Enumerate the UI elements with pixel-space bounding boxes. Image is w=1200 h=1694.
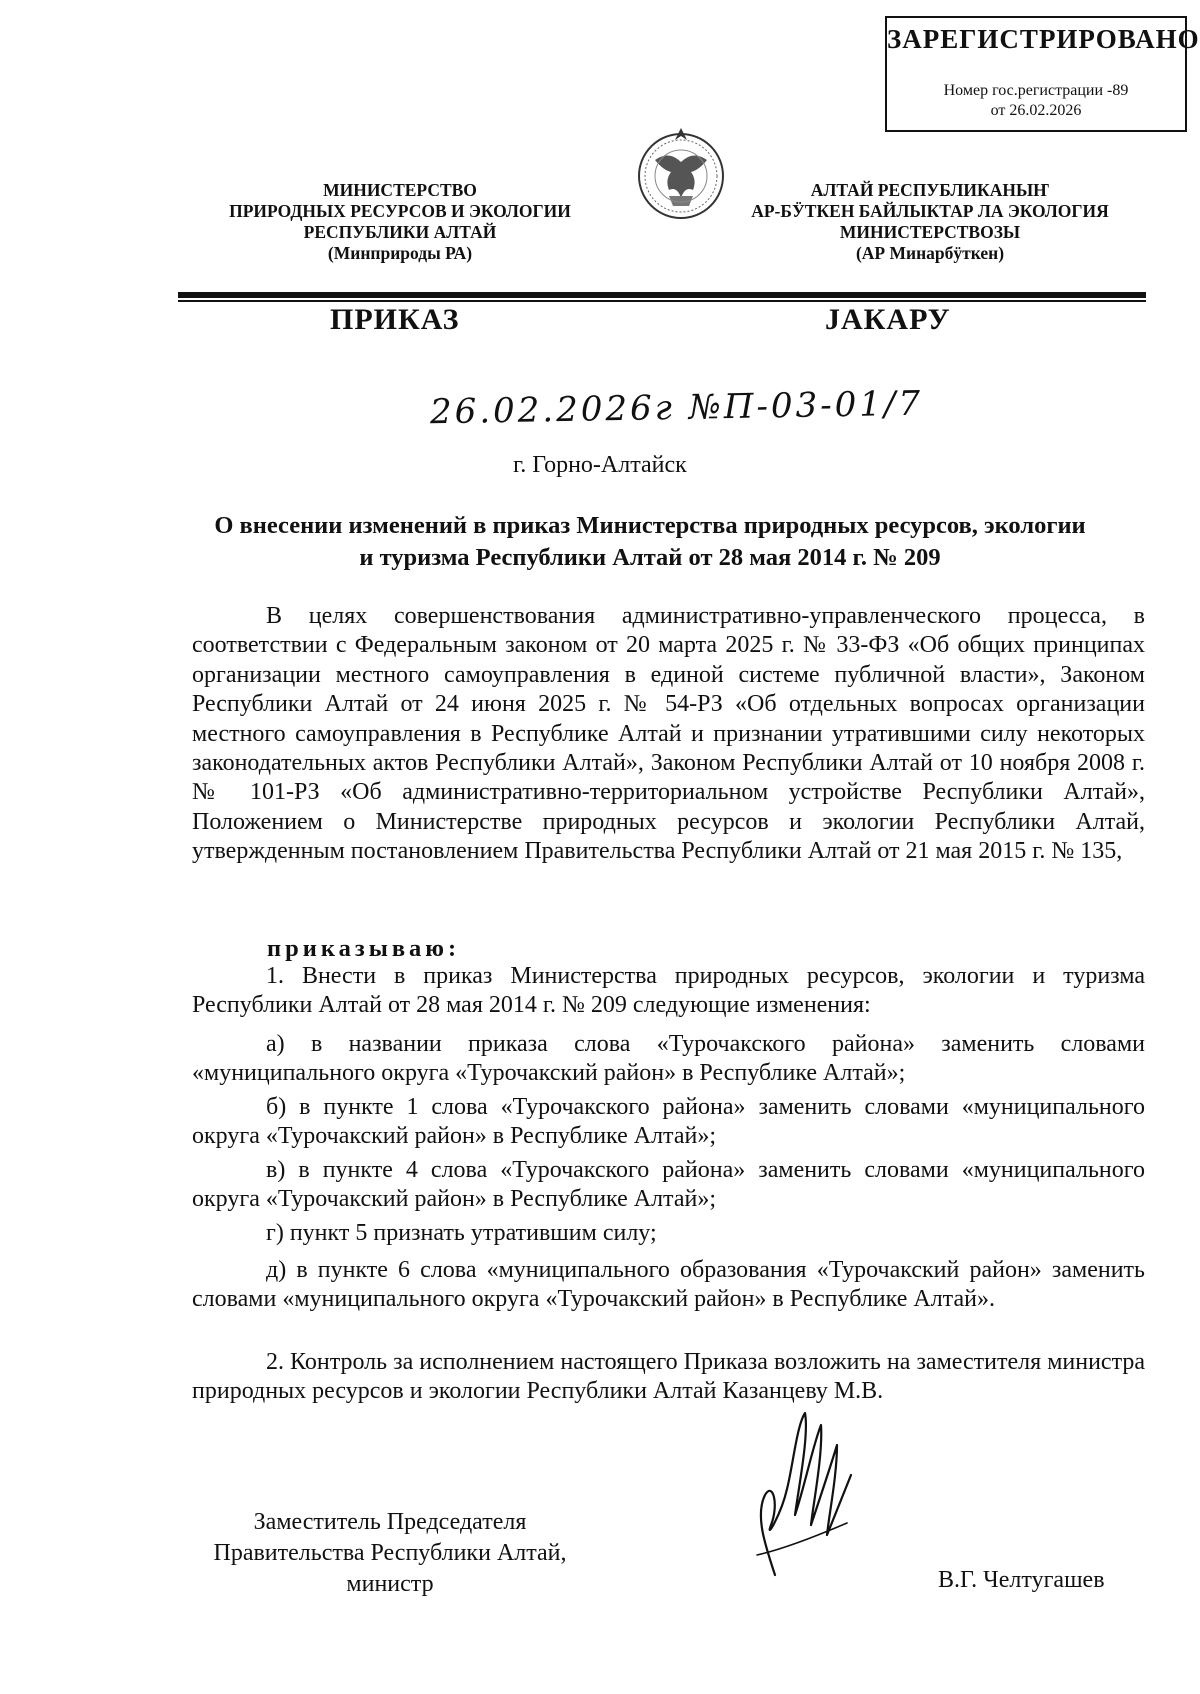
clause-1v: в) в пункте 4 слова «Турочакского района» заменить словами «муниципального округа «Турочакский район» в Республике Алтай»; xyxy=(192,1157,1145,1213)
order-heading-altai: JАКАРУ xyxy=(825,303,951,336)
preamble-paragraph: В целях совершенствования административно-управленческого процесса, в соответствии с Федеральным законом от 20 марта 2025 г. № 33-ФЗ «Об общих принципах организации местного самоуправления в единой системе публичной власти», Законом Республики Алтай от 24 июня 2025 г. № 54-РЗ «Об отдельных вопросах организации местного самоуправления в Республике Алтай и признании утратившими силу некоторых законодательных актов Республики Алтай», Законом Республики Алтай от 10 ноября 2008 г. № 101-РЗ «Об административно-территориальном устройстве Республики Алтай», Положением о Министерстве природных ресурсов и экологии Республики Алтай, утвержденным постановлением Правительства Республики Алтай от 21 мая 2015 г. № 135, xyxy=(192,603,1145,865)
ministry-ru-line1: МИНИСТЕРСТВО xyxy=(323,180,477,200)
ministry-alt-line4: (АР Минарбӱткен) xyxy=(855,243,1005,263)
stamp-reg-date: от 26.02.2026 xyxy=(990,102,1082,119)
signer-position-line2: Правительства Республики Алтай, xyxy=(213,1540,567,1566)
decree-word: приказываю: xyxy=(267,935,461,962)
document-title-line2: и туризма Республики Алтай от 28 мая 2014 г. № 209 xyxy=(359,544,941,571)
ministry-ru-line2: ПРИРОДНЫХ РЕСУРСОВ И ЭКОЛОГИИ xyxy=(229,201,571,221)
coat-of-arms-emblem xyxy=(635,120,727,228)
clause-1: 1. Внести в приказ Министерства природных ресурсов, экологии и туризма Республики Алтай от 28 мая 2014 г. № 209 следующие изменения: xyxy=(192,963,1145,1019)
clause-1g: г) пункт 5 признать утратившим силу; xyxy=(266,1220,657,1246)
clause-1b: б) в пункте 1 слова «Турочакского района» заменить словами «муниципального округа «Турочакский район» в Республике Алтай»; xyxy=(192,1094,1145,1150)
header-divider-thick xyxy=(178,292,1146,298)
ministry-alt-line3: МИНИСТЕРСТВОЗЫ xyxy=(839,222,1021,242)
signer-name: В.Г. Челтугашев xyxy=(938,1567,1105,1593)
ministry-header-ru xyxy=(200,180,600,264)
clause-1d: д) в пункте 6 слова «муниципального образования «Турочакский район» заменить словами «муниципального округа «Турочакский район» в Республике Алтай». xyxy=(192,1257,1145,1313)
ministry-header-altai xyxy=(720,180,1140,264)
clause-1a: а) в названии приказа слова «Турочакского района» заменить словами «муниципального округа «Турочакский район» в Республике Алтай»; xyxy=(192,1031,1145,1087)
signer-position-line3: министр xyxy=(346,1571,434,1597)
document-title xyxy=(150,510,1150,574)
stamp-reg-number: Номер гос.регистрации -89 xyxy=(943,82,1129,99)
ministry-ru-line4: (Минприроды РА) xyxy=(327,243,473,263)
stamp-title: ЗАРЕГИСТРИРОВАНО xyxy=(887,24,1200,54)
ministry-alt-line1: АЛТАЙ РЕСПУБЛИКАНЫҤ xyxy=(810,180,1050,200)
registration-stamp xyxy=(885,16,1200,132)
order-heading-ru: ПРИКАЗ xyxy=(330,303,460,336)
city-line: г. Горно-Алтайск xyxy=(513,452,687,478)
signer-position-line1: Заместитель Председателя xyxy=(253,1509,527,1535)
ministry-ru-line3: РЕСПУБЛИКИ АЛТАЙ xyxy=(303,222,497,242)
header-divider-thin xyxy=(178,300,1146,302)
handwritten-signature xyxy=(735,1405,865,1580)
handwritten-order-number: 26.02.2026г №П-03-01/7 xyxy=(429,383,924,433)
signer-position xyxy=(185,1507,595,1600)
ministry-alt-line2: АР-БӰТКЕН БАЙЛЫКТАР ЛА ЭКОЛОГИЯ xyxy=(751,201,1109,221)
clause-2: 2. Контроль за исполнением настоящего Приказа возложить на заместителя министра природных ресурсов и экологии Республики Алтай Казанцеву М.В. xyxy=(192,1349,1145,1405)
document-title-line1: О внесении изменений в приказ Министерства природных ресурсов, экологии xyxy=(214,512,1086,539)
